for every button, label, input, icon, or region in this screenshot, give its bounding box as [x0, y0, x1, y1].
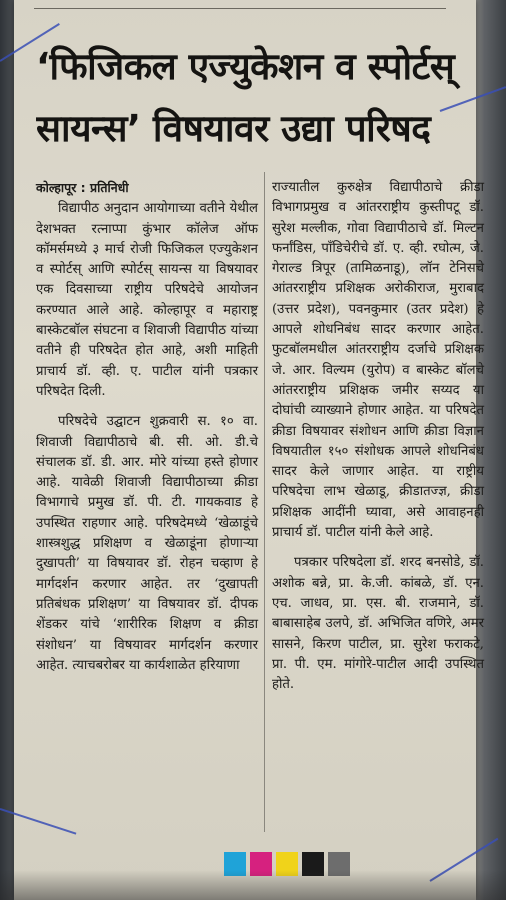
paragraph: विद्यापीठ अनुदान आयोगाच्या वतीने येथील देशभक्त रत्नाप्पा कुंभार कॉलेज ऑफ कॉमर्समध्ये ३ मार्च रोजी फिजिकल एज्युकेशन व स्पोर्टस् आणि स्पोर्टस् सायन्स या विषयावर एक दिवसाच्या राष्ट्रीय परिषदेचे आयोजन करण्यात आले आहे. कोल्हापूर व महाराष्ट्र बास्केटबॉल संघटना व शिवाजी विद्यापीठ यांच्या वतीने ही परिषदेत होत आहे, अशी माहिती प्राचार्य डॉ. व्ही. ए. पाटील यांनी पत्रकार परिषदेत दिली. [36, 201, 258, 399]
top-rule [34, 8, 446, 9]
column-divider [264, 172, 265, 832]
dateline: कोल्हापूर : प्रतिनिधी [36, 180, 129, 195]
paragraph: परिषदेचे उद्घाटन शुक्रवारी स. १० वा. शिवाजी विद्यापीठाचे बी. सी. ओ. डी.चे संचालक डॉ. डी. आर. मोरे यांच्या हस्ते होणार आहे. यावेळी शिवाजी विद्यापीठाच्या क्रीडा विभागाचे प्रमुख डॉ. पी. टी. गायकवाड हे उपस्थित राहणार आहे. परिषदेमध्ये ‘खेळाडूंचे शास्त्रशुद्ध प्रशिक्षण व खेळाडूंना होणाऱ्या दुखापती’ या विषयावर डॉ. रोहन चव्हाण हे मार्गदर्शन करणार आहेत. तर ‘दुखापती प्रतिबंधक प्रशिक्षण’ या विषयावर डॉ. दीपक शेंडकर यांचे ‘शारीरिक शिक्षण व क्रीडा संशोधन’ या विषयावर मार्गदर्शन करणार आहेत. त्याचबरोबर या कार्यशाळेत हरियाणा [36, 414, 258, 673]
bottom-shadow [0, 870, 506, 900]
headline-line-2: सायन्स’ विषयावर उद्या परिषद [36, 107, 431, 150]
article-left-column [36, 178, 258, 676]
article-right-column [272, 178, 484, 695]
headline-line-1: ‘फिजिकल एज्युकेशन व स्पोर्टस् [36, 45, 455, 88]
paragraph: राज्यातील कुरुक्षेत्र विद्यापीठाचे क्रीडा विभागप्रमुख व आंतरराष्ट्रीय कुस्तीपटू डॉ. सुरेश मल्लीक, गोवा विद्यापीठाचे डॉ. मिल्टन फर्नांडिस, पॉंडिचेरीचे डॉ. ए. व्ही. रघोत्म, जे. गेराल्ड त्रिपूर (तामिळनाडू), लॉन टेनिसचे आंतरराष्ट्रीय प्रशिक्षक अरोकीराज, मुराबाद (उत्तर प्रदेश), पवनकुमार (उतर प्रदेश) हे आपले शोधनिबंध सादर करणार आहेत. फुटबॉलमधील आंतरराष्ट्रीय दर्जाचे प्रशिक्षक जे. आर. विल्यम (युरोप) व बास्केट बॉलचे आंतरराष्ट्रीय प्रशिक्षक जमीर सय्यद या दोघांची व्याख्याने होणार आहेत. या परिषदेत क्रीडा विषयावर संशोधन आणि क्रीडा विज्ञान विषयातील १५० संशोधक आपले शोधनिबंध सादर केले जाणार आहेत. या राष्ट्रीय परिषदेचा लाभ खेळाडू, क्रीडातज्ज्ञ, क्रीडा प्रशिक्षक आदींनी घ्यावा, असे आवाहनही प्राचार्य डॉ. पाटील यांनी केले आहे. [272, 180, 484, 541]
headline [36, 36, 476, 160]
paragraph: पत्रकार परिषदेला डॉ. शरद बनसोडे, डॉ. अशोक बन्ने, प्रा. के.जी. कांबळे, डॉ. एन. एच. जाधव, प्रा. एस. बी. राजमाने, डॉ. बाबासाहेब उलपे, डॉ. अभिजित वणिरे, अमर सासने, किरण पाटील, प्रा. सुरेश फराकटे, प्रा. पी. एम. मांगोरे-पाटील आदी उपस्थित होते. [272, 555, 484, 693]
newspaper-clipping [14, 0, 484, 900]
